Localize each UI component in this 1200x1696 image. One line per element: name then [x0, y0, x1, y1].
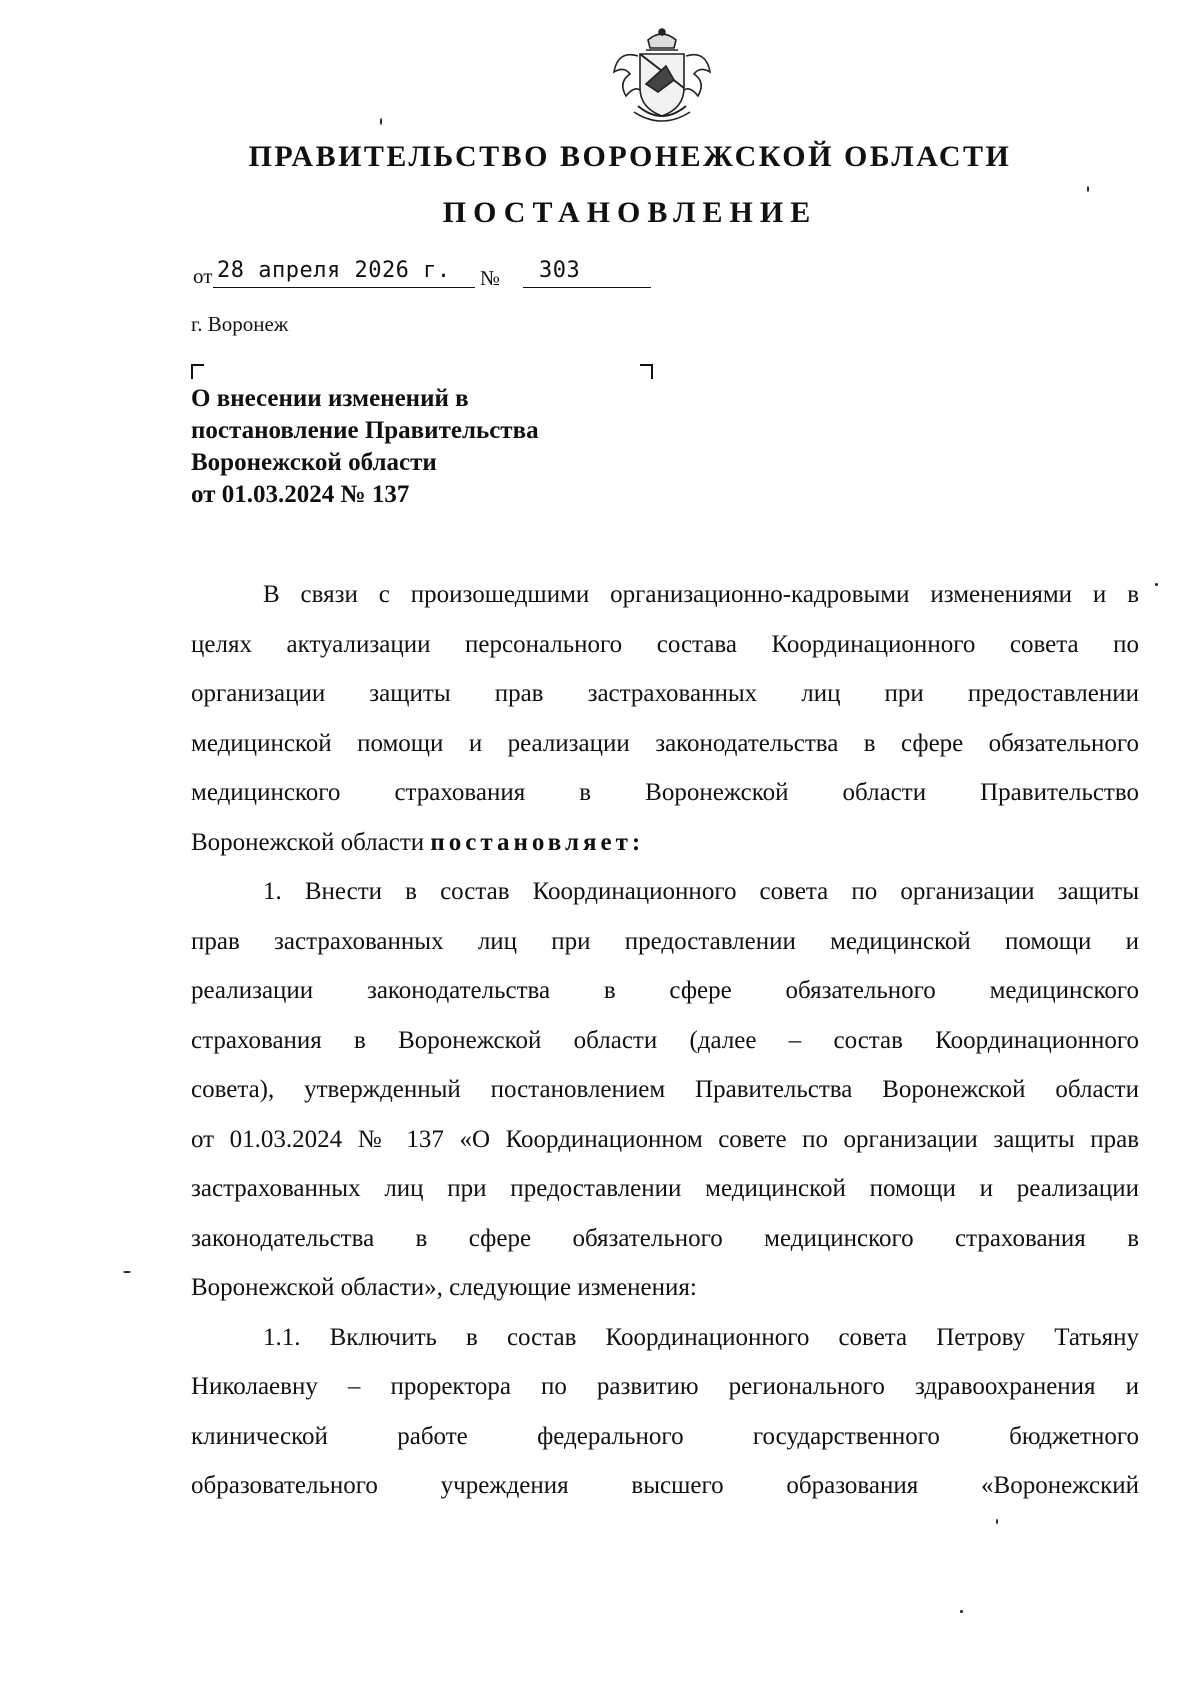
body-line: законодательства в сфере обязательного медицинского страхования в	[191, 1224, 1139, 1252]
body-line: медицинской помощи и реализации законодательства в сфере обязательного	[191, 729, 1139, 757]
body-line: застрахованных лиц при предоставлении медицинской помощи и реализации	[191, 1175, 1139, 1202]
body-line: совета), утвержденный постановлением Правительства Воронежской области	[191, 1076, 1139, 1103]
body-line	[191, 826, 1139, 876]
body-line: медицинского страхования в Воронежской области Правительство	[191, 779, 1139, 806]
body-line: 1. Внести в состав Координационного совета по организации защиты	[263, 878, 1139, 905]
scan-speck	[1155, 583, 1158, 586]
body-line: образовательного учреждения высшего образования «Воронежский	[191, 1472, 1139, 1499]
body-line: В связи с произошедшими организационно-кадровыми изменениями и в	[263, 581, 1139, 608]
document-type: ПОСТАНОВЛЕНИЕ	[442, 196, 818, 229]
body-text-plain: Воронежской области	[191, 828, 431, 856]
scan-speck	[380, 118, 382, 125]
body-line: реализации законодательства в сфере обязательного медицинского	[191, 977, 1139, 1004]
document-number: 303	[539, 258, 581, 283]
scan-speck	[996, 1519, 998, 1524]
subject-line: постановление Правительства	[191, 417, 539, 444]
scan-speck	[123, 1271, 131, 1273]
resolves-emphasis: постановляет:	[430, 828, 645, 856]
body-line: 1.1. Включить в состав Координационного совета Петрову Татьяну	[263, 1323, 1139, 1351]
body-line: страхования в Воронежской области (далее – состав Координационного	[191, 1026, 1139, 1054]
body-line: Воронежской области», следующие изменения:	[191, 1274, 697, 1301]
document-date: 28 апреля 2026 г.	[217, 258, 451, 283]
subject-line: от 01.03.2024 № 137	[191, 481, 410, 508]
body-line: от 01.03.2024 № 137 «О Координационном совете по организации защиты прав	[191, 1125, 1139, 1153]
date-prefix: от	[193, 264, 213, 288]
city: г. Воронеж	[191, 312, 289, 336]
number-prefix: №	[480, 266, 501, 290]
body-line: организации защиты прав застрахованных лиц при предоставлении	[191, 680, 1139, 707]
body-line: прав застрахованных лиц при предоставлении медицинской помощи и	[191, 927, 1139, 955]
body-line: целях актуализации персонального состава Координационного совета по	[191, 630, 1139, 658]
document-subject	[191, 383, 651, 511]
date-underline	[213, 287, 475, 288]
date-number-row	[193, 258, 653, 292]
organization-title: ПРАВИТЕЛЬСТВО ВОРОНЕЖСКОЙ ОБЛАСТИ	[248, 140, 1012, 173]
document-body	[191, 578, 1139, 1519]
scan-speck	[1087, 186, 1089, 192]
subject-corner-right	[640, 364, 653, 379]
subject-line: О внесении изменений в	[191, 385, 469, 412]
subject-line: Воронежской области	[191, 449, 437, 476]
number-underline	[523, 287, 651, 288]
coat-of-arms-icon	[608, 26, 716, 128]
subject-corner-left	[191, 364, 204, 379]
body-line: клинической работе федерального государственного бюджетного	[191, 1422, 1139, 1450]
body-line: Николаевну – проректора по развитию регионального здравоохранения и	[191, 1373, 1139, 1400]
scan-speck	[960, 1610, 963, 1613]
